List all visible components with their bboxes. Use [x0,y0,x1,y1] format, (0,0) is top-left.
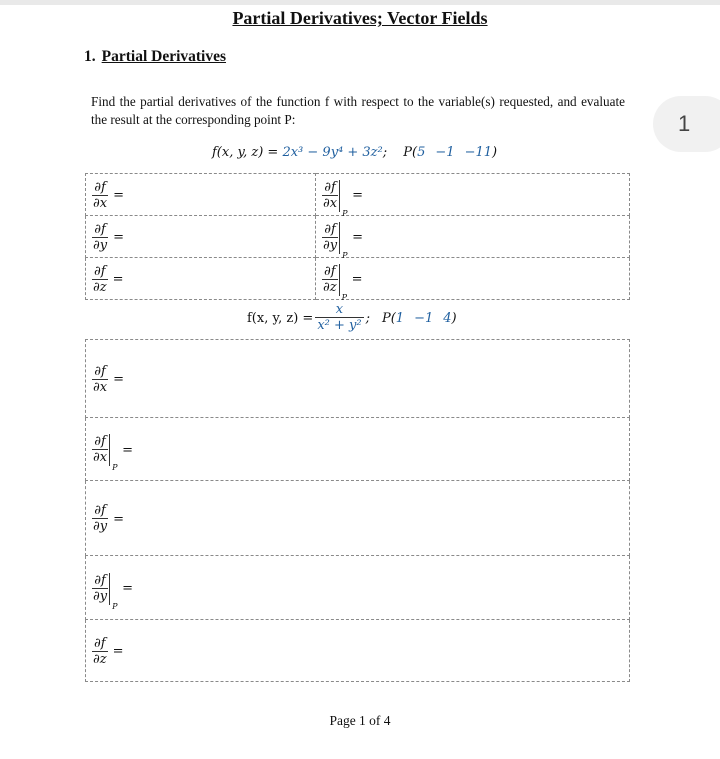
function-1-rhs: 2x³ − 9y⁴ + 3z² [282,145,383,160]
table-row [86,556,630,620]
table-row [86,258,630,300]
function-2-numerator: x [335,302,344,317]
section-heading [84,48,226,66]
answer-cell-dfdz[interactable]: $\frac{\partial f}{\partial z}$ = [86,620,630,682]
point-1-close: ) [492,145,498,160]
answer-cell-dfdx[interactable]: $\frac{\partial f}{\partial x}$ = [86,174,316,216]
answer-cell-dfdy-at-p[interactable]: ∂f ∂y P = [316,216,630,258]
point-1-label: P( [403,145,418,160]
point-2-close: ) [451,310,457,326]
point-1-y: −1 [435,145,455,160]
function-2 [247,303,457,333]
answer-table-1 [85,173,630,300]
table-row [86,174,630,216]
point-2-z: 4 [443,310,452,326]
table-row [86,340,630,418]
section-title: Partial Derivatives [101,48,227,65]
function-2-fraction [315,303,363,333]
page-number-badge[interactable]: 1 [653,96,720,152]
answer-table-2 [85,339,630,682]
point-2-label: P( [381,310,396,326]
page-title: Partial Derivatives; Vector Fields [232,8,488,28]
answer-cell-dfdz-at-p[interactable]: ∂f ∂z P = [316,258,630,300]
point-2-x: 1 [395,310,405,326]
function-2-denominator: x² + y² [317,318,362,333]
semicolon: ; [382,145,388,160]
table-row [86,481,630,556]
instructions: Find the partial derivatives of the function f with respect to the variable(s) requested, and evaluate the result at the corresponding point P: [91,94,625,127]
table-row [86,216,630,258]
answer-cell-dfdy[interactable]: $\frac{\partial f}{\partial y}$ = [86,481,630,556]
point-1-coords [417,145,492,160]
page-footer: Page 1 of 4 [329,713,391,728]
answer-cell-dfdx[interactable]: $\frac{\partial f}{\partial x}$ = [86,340,630,418]
point-1-x: 5 [417,145,426,160]
table-row [86,620,630,682]
section-number: 1. [84,48,96,65]
answer-cell-dfdy-at-p[interactable]: ∂f ∂y P = [86,556,630,620]
point-1-z: −11 [464,145,492,160]
top-bar [0,0,720,5]
answer-cell-dfdx-at-p[interactable]: ∂f ∂x P = [86,418,630,481]
answer-cell-dfdx-at-p[interactable]: ∂f ∂x P = [316,174,630,216]
answer-cell-dfdy[interactable]: $\frac{\partial f}{\partial y}$ = [86,216,316,258]
semicolon: ; [365,310,370,326]
function-1-lhs: f(x, y, z) = [212,145,279,160]
answer-cell-dfdz[interactable]: $\frac{\partial f}{\partial z}$ = [86,258,316,300]
table-row [86,418,630,481]
point-2-coords [396,311,452,326]
function-2-lhs: f(x, y, z) = [247,310,314,326]
function-1 [212,145,497,160]
point-2-y: −1 [414,310,434,326]
